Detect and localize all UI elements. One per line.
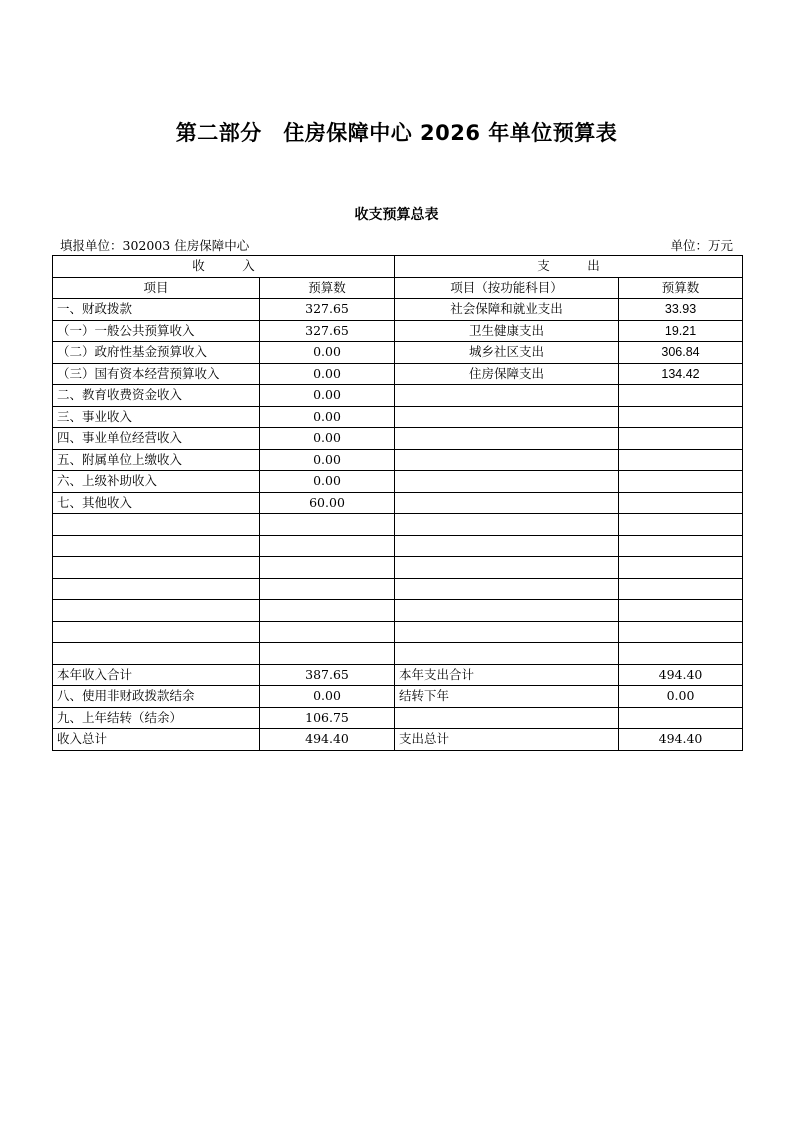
- expense-value-cell: [619, 707, 743, 729]
- expense-value-cell: [619, 557, 743, 579]
- expense-item-cell: [395, 535, 619, 557]
- income-value-cell: [260, 643, 395, 665]
- expense-value-cell: [619, 514, 743, 536]
- expense-value-cell: 33.93: [619, 299, 743, 321]
- income-value-cell: [260, 557, 395, 579]
- expense-item-cell: [395, 428, 619, 450]
- expense-value-cell: [619, 492, 743, 514]
- totals-row: [53, 664, 743, 686]
- table-row: [53, 342, 743, 364]
- expense-item-cell: [395, 492, 619, 514]
- expense-item-cell: [395, 621, 619, 643]
- expense-value-cell: [619, 385, 743, 407]
- income-value-cell: 60.00: [260, 492, 395, 514]
- income-value-cell: 387.65: [260, 664, 395, 686]
- table-row: [53, 320, 743, 342]
- income-item-cell: 四、事业单位经营收入: [53, 428, 260, 450]
- income-item-cell: [53, 621, 260, 643]
- expense-item-cell: [395, 643, 619, 665]
- table-row: [53, 600, 743, 622]
- header-row-sections: [53, 256, 743, 278]
- income-value-cell: 0.00: [260, 363, 395, 385]
- table-row: [53, 449, 743, 471]
- income-value-cell: 0.00: [260, 342, 395, 364]
- income-value-cell: [260, 535, 395, 557]
- income-item-cell: （二）政府性基金预算收入: [53, 342, 260, 364]
- expense-value-cell: 494.40: [619, 664, 743, 686]
- income-item-cell: 本年收入合计: [53, 664, 260, 686]
- income-item-cell: 八、使用非财政拨款结余: [53, 686, 260, 708]
- income-value-cell: 494.40: [260, 729, 395, 751]
- income-value-cell: 327.65: [260, 299, 395, 321]
- expense-item-cell: [395, 449, 619, 471]
- income-value-cell: 0.00: [260, 449, 395, 471]
- expense-item-cell: 结转下年: [395, 686, 619, 708]
- income-item-cell: 五、附属单位上缴收入: [53, 449, 260, 471]
- income-value-cell: [260, 621, 395, 643]
- income-value-cell: 106.75: [260, 707, 395, 729]
- expense-item-cell: 社会保障和就业支出: [395, 299, 619, 321]
- income-value-cell: 0.00: [260, 406, 395, 428]
- income-value-cell: 0.00: [260, 686, 395, 708]
- expense-item-cell: [395, 557, 619, 579]
- col-header-budget: 预算数: [260, 277, 395, 299]
- income-value-cell: 327.65: [260, 320, 395, 342]
- table-title: 收支预算总表: [354, 207, 439, 223]
- expense-value-cell: [619, 578, 743, 600]
- income-item-cell: 七、其他收入: [53, 492, 260, 514]
- expense-item-cell: 住房保障支出: [395, 363, 619, 385]
- expense-item-cell: 支出总计: [395, 729, 619, 751]
- expense-value-cell: 0.00: [619, 686, 743, 708]
- income-item-cell: 三、事业收入: [53, 406, 260, 428]
- expense-value-cell: [619, 643, 743, 665]
- expense-value-cell: [619, 471, 743, 493]
- totals-row: [53, 686, 743, 708]
- expense-value-cell: [619, 449, 743, 471]
- table-row: [53, 514, 743, 536]
- table-row: [53, 535, 743, 557]
- table-row: [53, 492, 743, 514]
- expense-item-cell: 卫生健康支出: [395, 320, 619, 342]
- income-item-cell: [53, 643, 260, 665]
- col-header-item: 项目: [53, 277, 260, 299]
- expense-item-cell: [395, 471, 619, 493]
- table-row: [53, 406, 743, 428]
- table-row: [53, 643, 743, 665]
- expense-item-cell: [395, 600, 619, 622]
- income-item-cell: [53, 535, 260, 557]
- income-item-cell: （一）一般公共预算收入: [53, 320, 260, 342]
- col-header-budget-2: 预算数: [619, 277, 743, 299]
- currency-unit: 单位：万元: [670, 238, 733, 253]
- totals-row: [53, 729, 743, 751]
- income-value-cell: 0.00: [260, 471, 395, 493]
- expense-item-cell: [395, 385, 619, 407]
- expense-item-cell: [395, 707, 619, 729]
- income-item-cell: 一、财政拨款: [53, 299, 260, 321]
- income-item-cell: 六、上级补助收入: [53, 471, 260, 493]
- table-row: [53, 363, 743, 385]
- expense-item-cell: [395, 578, 619, 600]
- expense-value-cell: [619, 535, 743, 557]
- page-title: 第二部分 住房保障中心 2026 年单位预算表: [175, 121, 618, 145]
- expense-item-cell: [395, 514, 619, 536]
- expense-value-cell: 134.42: [619, 363, 743, 385]
- expense-value-cell: [619, 406, 743, 428]
- income-item-cell: （三）国有资本经营预算收入: [53, 363, 260, 385]
- income-value-cell: [260, 514, 395, 536]
- table-row: [53, 428, 743, 450]
- expense-value-cell: [619, 428, 743, 450]
- income-value-cell: 0.00: [260, 385, 395, 407]
- expense-item-cell: 本年支出合计: [395, 664, 619, 686]
- expense-item-cell: 城乡社区支出: [395, 342, 619, 364]
- expense-item-cell: [395, 406, 619, 428]
- expense-value-cell: 19.21: [619, 320, 743, 342]
- expense-value-cell: 306.84: [619, 342, 743, 364]
- expense-value-cell: 494.40: [619, 729, 743, 751]
- expense-value-cell: [619, 600, 743, 622]
- table-row: [53, 578, 743, 600]
- income-item-cell: 收入总计: [53, 729, 260, 751]
- income-value-cell: [260, 600, 395, 622]
- totals-row: [53, 707, 743, 729]
- income-item-cell: 九、上年结转（结余）: [53, 707, 260, 729]
- income-value-cell: 0.00: [260, 428, 395, 450]
- expense-section-header: 支 出: [395, 256, 743, 278]
- income-value-cell: [260, 578, 395, 600]
- income-item-cell: 二、教育收费资金收入: [53, 385, 260, 407]
- reporting-unit: 填报单位：302003 住房保障中心: [60, 238, 250, 253]
- income-item-cell: [53, 557, 260, 579]
- header-row-columns: [53, 277, 743, 299]
- table-row: [53, 621, 743, 643]
- table-row: [53, 299, 743, 321]
- income-item-cell: [53, 578, 260, 600]
- col-header-func-item: 项目（按功能科目）: [395, 277, 619, 299]
- income-section-header: 收 入: [53, 256, 395, 278]
- expense-value-cell: [619, 621, 743, 643]
- table-row: [53, 385, 743, 407]
- table-row: [53, 557, 743, 579]
- income-item-cell: [53, 514, 260, 536]
- table-row: [53, 471, 743, 493]
- budget-summary-table: [52, 255, 743, 751]
- income-item-cell: [53, 600, 260, 622]
